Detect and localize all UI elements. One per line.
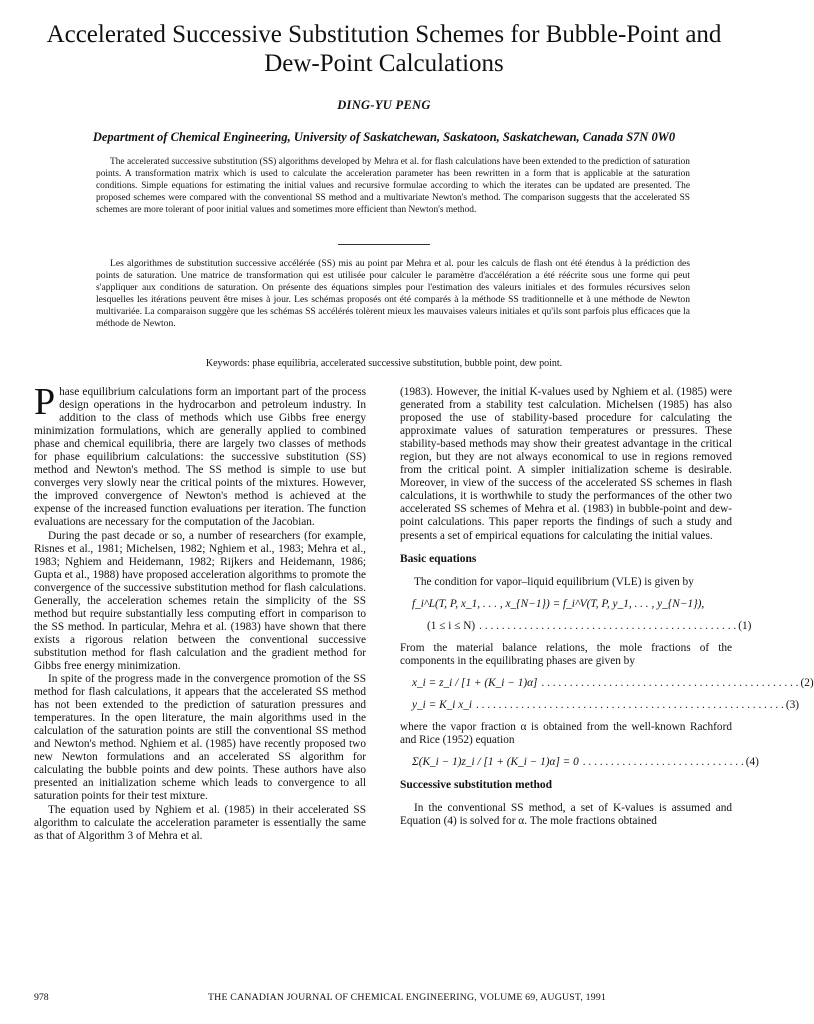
equation-3 xyxy=(400,698,800,712)
abstract-french: Les algorithmes de substitution successive accélérée (SS) mis au point par Mehra et al. pour les calculs de flash ont été étendus à la prédiction des points de saturation. Une matrice de transformation qui est utilisée pour calculer le paramètre d'accélération a été réécrite sous une forme qui peut s'appliquer aux conditions de saturation. On présente des équations simples pour l'estimation des valeurs initiales et des formules récursives selon lesquelles les itérations peuvent être mises à jour. Les schémas proposés ont été comparés à la méthode SS traditionnelle et à une méthode de Newton multivariée. La comparaison suggère que les schémas SS accélérés tolèrent mieux les mauvaises valeurs initiales et qu'ils sont parfois plus efficaces que la méthode de Newton. xyxy=(96,258,690,329)
equation-3-number: (3) xyxy=(785,698,800,711)
abstract-divider xyxy=(338,244,430,245)
leader-dots: . . . . . . . . . . . . . . . . . . . . . . . . . . . . . . . . . . . . . . . . . . . . . . xyxy=(541,676,799,689)
equation-1-line-2 xyxy=(400,619,752,633)
leader-dots: . . . . . . . . . . . . . . . . . . . . . . . . . . . . . . . . . . . . . . . . . . . . . . xyxy=(479,619,737,632)
leader-dots: . . . . . . . . . . . . . . . . . . . . . . . . . . . . . . . . . . . . . . . . . . . . . . . . . . . . . . . xyxy=(476,698,784,711)
right-paragraph-5: In the conventional SS method, a set of K-values is assumed and Equation (4) is solved for α. The mole fractions obtained xyxy=(400,802,732,828)
intro-paragraph-1 xyxy=(34,381,366,530)
intro-paragraph-3: In spite of the progress made in the convergence promotion of the SS method for flash calculations, it appears that the accelerated SS method has not been extended to the prediction of saturation pressures and temperatures. In the open literature, the main algorithms used in the calculation of the saturation points are still the conventional SS method and Newton's method. Nghiem et al. (1985) have recently proposed two new Newton formulations and an accelerated SS algorithm for calculating the bubble points and dew points. These authors have also presented an initialization scheme which leads to convergence to all saturation points for their test mixture. xyxy=(34,673,366,803)
right-column xyxy=(400,386,814,828)
intro-paragraph-4: The equation used by Nghiem et al. (1985) in their accelerated SS algorithm to calculate the acceleration parameter is essentially the same as that of Algorithm 3 of Mehra et al. xyxy=(34,803,366,842)
author-name: DING-YU PENG xyxy=(337,98,431,112)
equation-3-body: y_i = K_i x_i xyxy=(412,698,473,711)
right-paragraph-3: From the material balance relations, the mole fractions of the components in the equilibrating phases are given by xyxy=(400,641,732,667)
equation-2-number: (2) xyxy=(800,676,814,689)
right-paragraph-2: The condition for vapor–liquid equilibrium (VLE) is given by xyxy=(414,575,694,588)
equation-1-condition: (1 ≤ i ≤ N) xyxy=(427,619,476,632)
equation-4-number: (4) xyxy=(745,756,759,769)
equation-1-body: f_i^L(T, P, x_1, . . . , x_{N−1}) = f_i^V(T, P, y_1, . . . , y_{N−1}), xyxy=(412,597,705,610)
intro-paragraph-2: During the past decade or so, a number of researchers (for example, Risnes et al., 1981; Michelsen, 1982; Nghiem et al., 1983; Mehra et al., 1983; Nghiem and Heidemann, 1982; Rijkers and Heidemann, 1986; Gupta et al., 1988) have proposed acceleration algorithms to promote the convergence of the successive substitution method for flash calculations. Generally, the acceleration schemes retain the simplicity of the SS method but require substantially less computing effort in comparison to the SS method. In particular, Mehra et al. (1983) have shown that there exists a rigorous relation between the conventional successive substitution method for flash calculation and the gradient method for Gibbs free energy minimization. xyxy=(34,529,366,672)
section-heading-basic-equations: Basic equations xyxy=(400,552,477,565)
journal-footer: THE CANADIAN JOURNAL OF CHEMICAL ENGINEERING, VOLUME 69, AUGUST, 1991 xyxy=(208,992,607,1003)
equation-1-number: (1) xyxy=(738,619,752,632)
intro-paragraph-1-text: hase equilibrium calculations form an important part of the process design operations in the hydrocarbon and petroleum industry. In addition to the class of methods which use Gibbs free energy minimization formulations, which are generally applied to combined phase and chemical equilibria, there are largely two classes of methods for phase equilibrium calculations: the successive substitution (SS) method and Newton's method. The SS method is simple to use but converges very slowly near the critical points of the mixtures. However, the improved convergence of Newton's method is achieved at the expense of the increased function evaluations per iteration. The function evaluations are necessary for the computation of the Jacobian. xyxy=(34,386,366,529)
author-affiliation: Department of Chemical Engineering, University of Saskatchewan, Saskatoon, Saskatchewan, Canada S7N 0W0 xyxy=(92,130,676,144)
section-heading-ss-method: Successive substitution method xyxy=(400,779,553,792)
paper-title: Accelerated Successive Substitution Schemes for Bubble-Point and Dew-Point Calculations xyxy=(46,21,722,77)
equation-2 xyxy=(400,676,814,690)
keywords-line: Keywords: phase equilibria, accelerated successive substitution, bubble point, dew point. xyxy=(205,358,563,369)
equation-2-body: x_i = z_i / [1 + (K_i − 1)α] xyxy=(412,676,538,689)
equation-4 xyxy=(400,756,759,769)
right-paragraph-4: where the vapor fraction α is obtained from the well-known Rachford and Rice (1952) equation xyxy=(400,720,732,746)
equation-1-line-1 xyxy=(400,598,732,611)
right-paragraph-1: (1983). However, the initial K-values used by Nghiem et al. (1985) were generated from a stability test calculation. Michelsen (1985) has also proposed the use of stability-based procedure for calculating the approximate values of saturation temperatures or pressures. These stability-based methods may show their greatest advantage in the critical region, but they are not always economical to use in regions removed from the critical point. A simpler initialization scheme is desirable. Moreover, in view of the success of the accelerated SS schemes in flash calculations, it is worthwhile to study the performances of the other two accelerated SS schemes of Mehra et al. (1983) in bubble-point and dew-point calculations. This paper reports the findings of such a study and presents a set of empirical equations for calculating the initial values. xyxy=(400,386,732,542)
abstract-english: The accelerated successive substitution (SS) algorithms developed by Mehra et al. for flash calculations have been extended to the prediction of saturation points. A transformation matrix which is used to calculate the acceleration parameter has been rewritten in a form that is applicable at the saturation conditions. Simple equations for estimating the initial values and recursive formulae according to which the iterates can be updated are presented. The proposed schemes were compared with the conventional SS method and a multivariate Newton's method. The comparison suggests that the accelerated SS schemes are more tolerant of poor initial values and sometimes more efficient than Newton's method. xyxy=(96,157,690,215)
left-column xyxy=(34,381,366,843)
page-number: 978 xyxy=(34,992,49,1003)
leader-dots: . . . . . . . . . . . . . . . . . . . . . . . . . . . . . xyxy=(582,756,744,769)
equation-4-body: Σ(K_i − 1)z_i / [1 + (K_i − 1)α] = 0 xyxy=(412,756,579,769)
drop-cap: P xyxy=(34,381,56,423)
